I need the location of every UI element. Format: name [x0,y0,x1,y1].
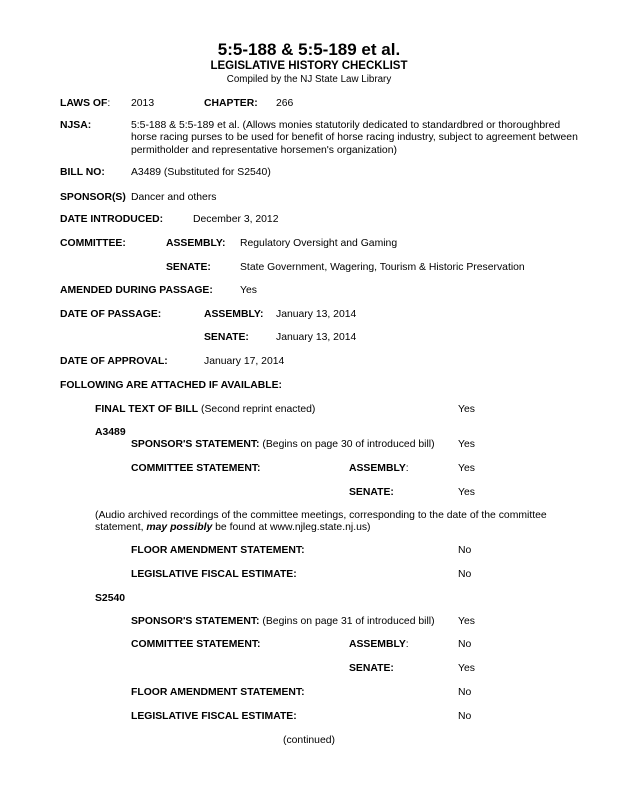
date-of-approval-label: DATE OF APPROVAL: [60,356,168,367]
laws-of-label: LAWS OF: [60,98,111,109]
committee-senate-label: SENATE: [166,262,211,273]
passage-senate-value: January 13, 2014 [276,332,357,343]
njsa-label: NJSA: [60,120,92,131]
chapter-value: 266 [276,98,294,109]
committee-assembly-label: ASSEMBLY: [166,238,226,249]
a3489-fiscal-estimate-value: No [458,569,472,580]
bill-no-label: BILL NO: [60,167,105,178]
s2540-label: S2540 [95,593,126,604]
a3489-sponsor-statement-label: SPONSOR'S STATEMENT: (Begins on page 30 of introduced bill) [131,439,435,450]
committee-label: COMMITTEE: [60,238,126,249]
a3489-committee-statement-label: COMMITTEE STATEMENT: [131,463,261,474]
s2540-floor-amendment-label: FLOOR AMENDMENT STATEMENT: [131,687,305,698]
s2540-floor-amendment-value: No [458,687,472,698]
date-of-approval-value: January 17, 2014 [204,356,285,367]
s2540-fiscal-estimate-value: No [458,711,472,722]
passage-assembly-label: ASSEMBLY: [204,309,264,320]
a3489-floor-amendment-value: No [458,545,472,556]
a3489-label: A3489 [95,427,126,438]
compiled-by: Compiled by the NJ State Law Library [226,74,392,85]
committee-senate-value: State Government, Wagering, Tourism & Historic Preservation [240,262,525,273]
s2540-committee-assembly-label: ASSEMBLY: [349,639,409,650]
a3489-committee-senate-value: Yes [458,487,475,498]
s2540-sponsor-statement-label: SPONSOR'S STATEMENT: (Begins on page 31 of introduced bill) [131,616,435,627]
a3489-committee-assembly-label: ASSEMBLY: [349,463,409,474]
a3489-floor-amendment-label: FLOOR AMENDMENT STATEMENT: [131,545,305,556]
date-introduced-value: December 3, 2012 [193,214,279,225]
laws-of-value: 2013 [131,98,155,109]
committee-assembly-value: Regulatory Oversight and Gaming [240,238,398,249]
document-subtitle: LEGISLATIVE HISTORY CHECKLIST [210,60,408,72]
a3489-fiscal-estimate-label: LEGISLATIVE FISCAL ESTIMATE: [131,569,297,580]
document-title: 5:5-188 & 5:5-189 et al. [217,40,401,59]
bill-no-value: A3489 (Substituted for S2540) [131,167,271,178]
final-text-value: Yes [458,404,475,415]
a3489-sponsor-statement-value: Yes [458,439,475,450]
s2540-committee-senate-label: SENATE: [349,663,394,674]
a3489-committee-assembly-value: Yes [458,463,475,474]
njsa-value: 5:5-188 & 5:5-189 et al. (Allows monies statutorily dedicated to standardbred or thoroughbred horse racing purses to be used for benefit of horse racing industry, subject to agreement between permitholder and representative horsemen's organization) [131,120,578,156]
passage-assembly-value: January 13, 2014 [276,309,357,320]
a3489-committee-senate-label: SENATE: [349,487,394,498]
chapter-label: CHAPTER: [204,98,258,109]
s2540-committee-assembly-value: No [458,639,472,650]
s2540-committee-statement-label: COMMITTEE STATEMENT: [131,639,261,650]
amended-value: Yes [240,285,257,296]
attached-heading: FOLLOWING ARE ATTACHED IF AVAILABLE: [60,380,283,391]
date-introduced-label: DATE INTRODUCED: [60,214,164,225]
final-text-label: FINAL TEXT OF BILL (Second reprint enacted) [95,404,316,415]
audio-archive-note: (Audio archived recordings of the committee meetings, corresponding to the date of the committee statement, may possibly be found at www.njleg.state.nj.us) [95,510,547,534]
sponsors-label: SPONSOR(S) [60,192,126,203]
sponsors-value: Dancer and others [131,192,217,203]
continued-note: (continued) [283,735,335,746]
s2540-fiscal-estimate-label: LEGISLATIVE FISCAL ESTIMATE: [131,711,297,722]
amended-label: AMENDED DURING PASSAGE: [60,285,213,296]
s2540-sponsor-statement-value: Yes [458,616,475,627]
s2540-committee-senate-value: Yes [458,663,475,674]
date-of-passage-label: DATE OF PASSAGE: [60,309,162,320]
passage-senate-label: SENATE: [204,332,249,343]
